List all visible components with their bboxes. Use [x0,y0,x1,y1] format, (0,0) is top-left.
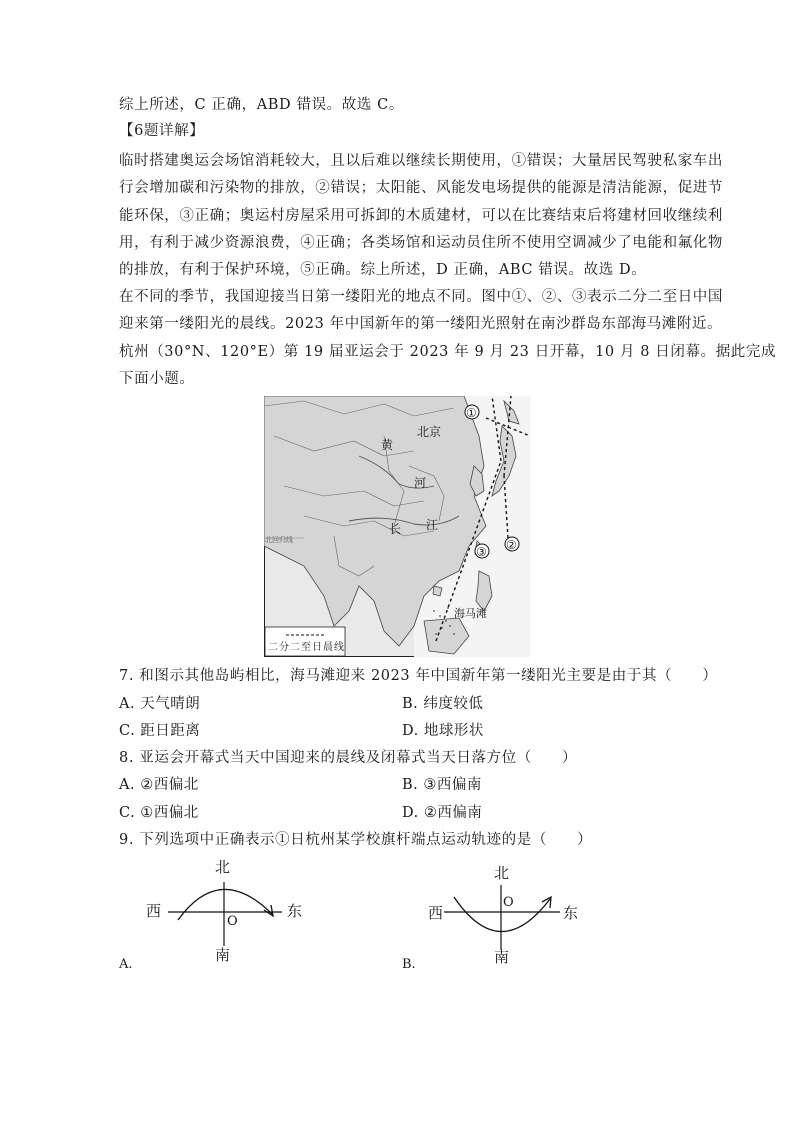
east-asia-map [264,396,530,657]
question-7-stem: 7. 和图示其他岛屿相比，海马滩迎来 2023 年中国新年第一缕阳光主要是由于其（ ） [119,668,718,684]
question-8-stem: 8. 亚运会开幕式当天中国迎来的晨线及闭幕式当天日落方位（ ） [119,750,578,766]
passage-line: 在不同的季节，我国迎接当日第一缕阳光的地点不同。图中①、②、③表示二分二至日中国 [119,289,723,305]
q8-option-c[interactable]: C. ①西偏北 [119,805,199,821]
q7-option-c[interactable]: C. 距日距离 [119,723,201,739]
diagram-a-west: 西 [146,902,162,920]
haimatan-label: 海马滩 [454,607,487,620]
q8-option-d[interactable]: D. ②西偏南 [402,805,483,821]
intro-line: 综上所述，C 正确，ABD 错误。故选 C。 [119,97,404,113]
map-legend-label: 二分二至日晨线 [268,642,345,653]
passage-line: 杭州（30°N、120°E）第 19 届亚运会于 2023 年 9 月 23 日开幕，10 月 8 日闭幕。据此完成 [119,344,777,360]
chang-label: 长 [389,522,402,536]
diagram-b-west: 西 [428,904,444,922]
diagram-b-south: 南 [494,948,510,966]
q8-option-b[interactable]: B. ③西偏南 [402,777,482,793]
question-9-stem: 9. 下列选项中正确表示①日杭州某学校旗杆端点运动轨迹的是（ ） [119,832,593,848]
q8-option-a[interactable]: A. ②西偏北 [119,777,199,793]
diagram-a-letter: A. [119,957,133,972]
diagram-a-north: 北 [215,858,231,876]
q7-option-b[interactable]: B. 纬度较低 [402,696,484,712]
line-2-label: ② [506,538,517,552]
he-label: 河 [414,476,427,490]
passage-line: 下面小题。 [119,371,195,387]
diagram-b-north: 北 [494,864,510,882]
explanation-line: 行会增加碳和污染物的排放，②错误；太阳能、风能发电场提供的能源是清洁能源，促进节 [119,180,723,196]
tropic-label: 北回归线 [265,536,293,544]
passage-line: 迎来第一缕阳光的晨线。2023 年中国新年的第一缕阳光照射在南沙群岛东部海马滩附近。 [119,316,723,332]
diagram-a-south: 南 [215,946,231,964]
diagram-b-east: 东 [563,904,579,922]
explanation-line: 能环保，③正确；奥运村房屋采用可拆卸的木质建材，可以在比赛结束后将建材回收继续利 [119,208,723,224]
q7-option-a[interactable]: A. 天气晴朗 [119,696,201,712]
diagram-b-letter: B. [402,957,416,972]
explanation-line: 用，有利于减少资源浪费，④正确；各类场馆和运动员住所不使用空调减少了电能和氟化物 [119,235,723,251]
line-3-label: ③ [476,545,487,559]
q7-option-d[interactable]: D. 地球形状 [402,723,484,739]
jiang-label: 江 [426,518,439,532]
line-1-label: ① [466,406,477,420]
diagram-a-east: 东 [287,902,303,920]
beijing-label: 北京 [417,425,442,439]
explanation-line: 的排放，有利于保护环境，⑤正确。综上所述，D 正确，ABC 错误。故选 D。 [119,262,647,278]
explanation-line: 临时搭建奥运会场馆消耗较大，且以后难以继续长期使用，①错误；大量居民驾驶私家车出 [119,153,723,169]
diagram-a-origin: O [227,914,238,929]
huang-label: 黄 [381,438,394,452]
diagram-b-origin: O [503,895,514,910]
section-heading: 【6题详解】 [119,123,205,139]
